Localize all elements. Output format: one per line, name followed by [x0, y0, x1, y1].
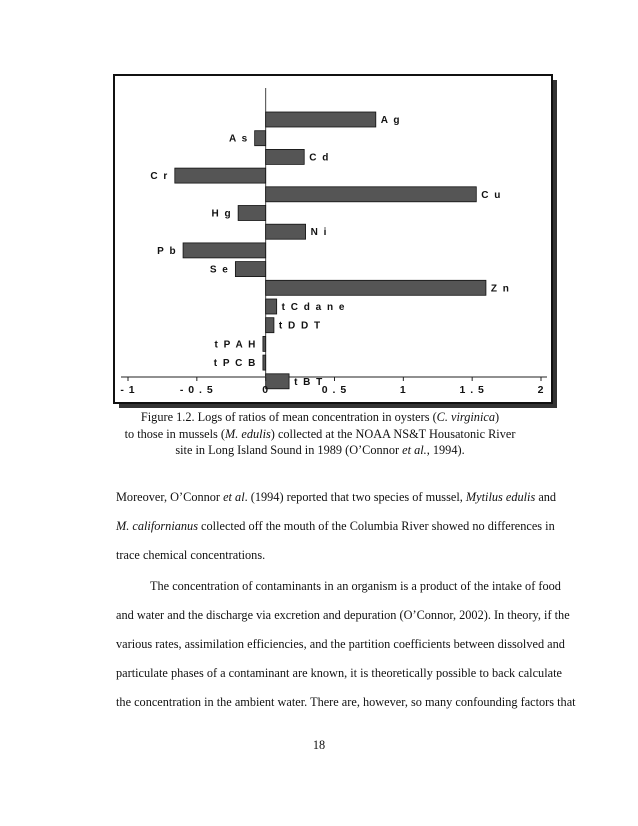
bar-label-hg: H g: [211, 208, 233, 220]
bar-label-ag: A g: [380, 115, 402, 126]
bar-ni: [266, 224, 306, 239]
bar-cd: [266, 149, 305, 164]
bar-tbt: [266, 374, 289, 389]
x-tick-label: 0: [262, 384, 270, 396]
body-paragraph-1-line-3: trace chemical concentrations.: [116, 548, 266, 562]
bar-label-pb: P b: [157, 245, 178, 257]
body-paragraph-2-line-5: the concentration in the ambient water. There are, however, so many confounding factors that: [116, 695, 576, 709]
bar-label-tbt: t B T: [294, 376, 324, 388]
bar-label-tpcb: t P C B: [213, 358, 257, 370]
bar-label-cr: C r: [150, 171, 169, 183]
bar-zn: [266, 280, 486, 295]
bar-chart: [113, 74, 557, 408]
x-tick-label: 2: [537, 384, 545, 396]
caption-line-2: to those in mussels (M. edulis) collected at the NOAA NS&T Housatonic River: [124, 426, 516, 441]
body-paragraph-2-line-4: particulate phases of a contaminant are known, it is theoretically possible to back calculate: [116, 666, 562, 680]
bar-tpcb: [263, 355, 266, 370]
body-paragraph-1-line-2: M. californianus collected off the mouth of the Columbia River showed no differences in: [116, 519, 555, 533]
body-paragraph-2-line-3: various rates, assimilation efficiencies, and the partition coefficients between dissolved and: [116, 637, 565, 651]
bar-tpah: [263, 336, 266, 351]
bar-label-zn: Z n: [490, 283, 511, 295]
x-tick-label: - 1: [120, 384, 136, 396]
bar-pb: [183, 243, 266, 258]
bar-se: [235, 262, 265, 277]
page-number: 18: [312, 738, 326, 752]
bar-label-ni: N i: [310, 227, 328, 239]
bar-label-tcdane: t C d a n e: [281, 302, 346, 313]
bar-tddt: [266, 318, 274, 333]
x-tick-label: 1 . 5: [459, 384, 485, 396]
bar-cu: [266, 187, 477, 202]
bar-tcdane: [266, 299, 277, 314]
bar-label-tddt: t D D T: [278, 320, 322, 332]
bar-hg: [238, 206, 266, 221]
body-paragraph-1-line-1: Moreover, O’Connor et al. (1994) reported that two species of mussel, Mytilus edulis and: [116, 490, 557, 504]
bar-label-cd: C d: [309, 152, 330, 164]
x-tick-label: 0 . 5: [321, 384, 348, 396]
body-paragraph-2-line-1: The concentration of contaminants in an organism is a product of the intake of food: [150, 579, 561, 593]
bar-as: [255, 131, 266, 146]
figure-chart: [113, 74, 557, 408]
caption-line-3: site in Long Island Sound in 1989 (O’Connor et al., 1994).: [175, 443, 465, 457]
figure-caption: [110, 409, 530, 459]
bar-label-as: A s: [228, 133, 249, 145]
bar-label-tpah: t P A H: [214, 339, 257, 351]
bar-cr: [175, 168, 266, 183]
caption-line-1: Figure 1.2. Logs of ratios of mean concentration in oysters (C. virginica): [140, 410, 500, 424]
x-tick-label: - 0 . 5: [179, 384, 214, 396]
bar-label-se: S e: [209, 264, 230, 276]
bar-label-cu: C u: [481, 189, 502, 201]
x-tick-label: 1: [399, 384, 407, 396]
bar-ag: [266, 112, 376, 127]
body-paragraph-2-line-2: and water and the discharge via excretion and depuration (O’Connor, 2002). In theory, if the: [116, 608, 570, 622]
